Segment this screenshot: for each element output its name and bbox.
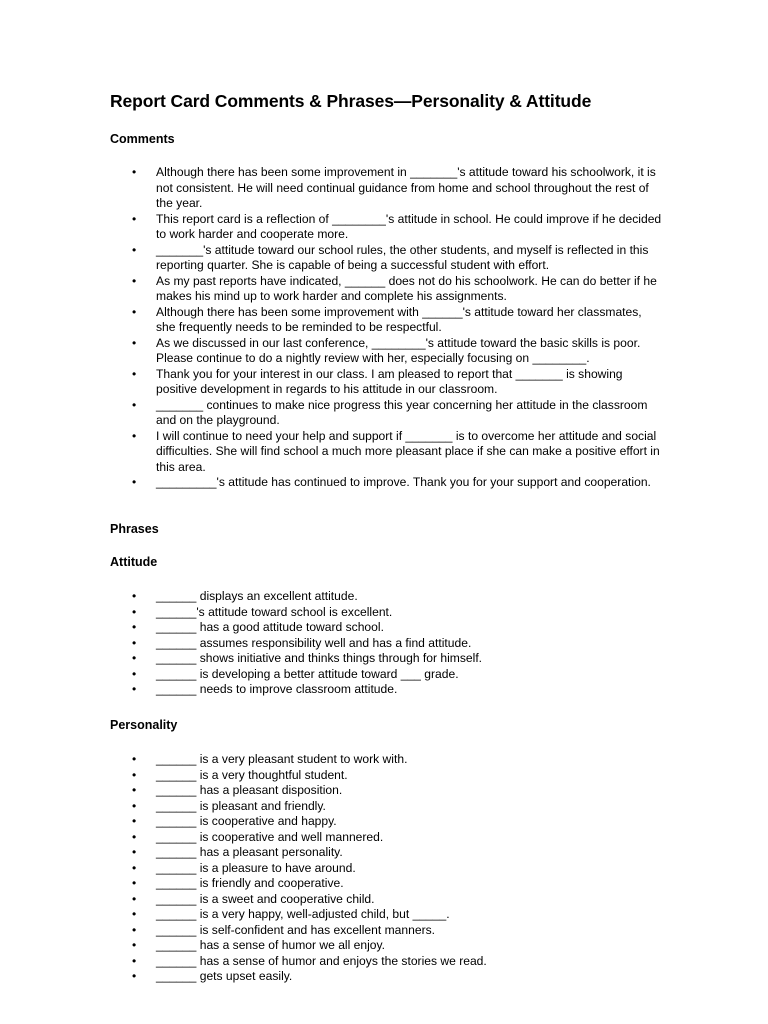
attitude-list (110, 589, 662, 698)
list-item: • ______ has a pleasant personality. (110, 845, 662, 861)
list-item: • Although there has been some improvement with ______'s attitude toward her classmates, she frequently needs to be reminded to be respectful. (110, 305, 662, 336)
personality-list (110, 752, 662, 985)
list-item: • ______ has a sense of humor we all enjoy. (110, 938, 662, 954)
list-item: • Thank you for your interest in our class. I am pleased to report that _______ is showing positive development in regards to his attitude in our classroom. (110, 367, 662, 398)
personality-heading: Personality (110, 718, 178, 732)
list-item: • ______ is self-confident and has excellent manners. (110, 923, 662, 939)
comments-heading: Comments (110, 132, 175, 146)
list-item: • ______ has a pleasant disposition. (110, 783, 662, 799)
list-item: • ______'s attitude toward school is excellent. (110, 605, 662, 621)
list-item: • ______ needs to improve classroom attitude. (110, 682, 662, 698)
list-item: • ______ has a sense of humor and enjoys the stories we read. (110, 954, 662, 970)
list-item: • _______ continues to make nice progress this year concerning her attitude in the classroom and on the playground. (110, 398, 662, 429)
list-item: • ______ is developing a better attitude toward ___ grade. (110, 667, 662, 683)
list-item: • ______ gets upset easily. (110, 969, 662, 985)
list-item: • _________'s attitude has continued to improve. Thank you for your support and cooperation. (110, 475, 662, 491)
list-item: • ______ is a very pleasant student to work with. (110, 752, 662, 768)
list-item: • ______ is a very happy, well-adjusted child, but _____. (110, 907, 662, 923)
phrases-heading: Phrases (110, 522, 159, 536)
list-item: • ______ is pleasant and friendly. (110, 799, 662, 815)
attitude-heading: Attitude (110, 555, 158, 569)
comments-list (110, 165, 662, 491)
list-item: • ______ assumes responsibility well and has a find attitude. (110, 636, 662, 652)
list-item: • I will continue to need your help and support if _______ is to overcome her attitude and social difficulties. She will find school a much more pleasant place if she can make a positive effort in this area. (110, 429, 662, 476)
list-item: • ______ is cooperative and happy. (110, 814, 662, 830)
list-item: • As my past reports have indicated, ______ does not do his schoolwork. He can do better if he makes his mind up to work harder and complete his assignments. (110, 274, 662, 305)
list-item: • _______'s attitude toward our school rules, the other students, and myself is reflected in this reporting quarter. She is capable of being a successful student with effort. (110, 243, 662, 274)
list-item: • ______ is a very thoughtful student. (110, 768, 662, 784)
list-item: • ______ is cooperative and well mannered. (110, 830, 662, 846)
list-item: • ______ displays an excellent attitude. (110, 589, 662, 605)
list-item: • Although there has been some improvement in _______'s attitude toward his schoolwork, it is not consistent. He will need continual guidance from home and school throughout the rest of the year. (110, 165, 662, 212)
list-item: • As we discussed in our last conference, ________'s attitude toward the basic skills is poor. Please continue to do a nightly review with her, especially focusing on ________. (110, 336, 662, 367)
list-item: • ______ shows initiative and thinks things through for himself. (110, 651, 662, 667)
list-item: • ______ is friendly and cooperative. (110, 876, 662, 892)
list-item: • ______ is a sweet and cooperative child. (110, 892, 662, 908)
page-title: Report Card Comments & Phrases—Personality & Attitude (110, 91, 592, 111)
list-item: • This report card is a reflection of ________'s attitude in school. He could improve if he decided to work harder and cooperate more. (110, 212, 662, 243)
list-item: • ______ has a good attitude toward school. (110, 620, 662, 636)
list-item: • ______ is a pleasure to have around. (110, 861, 662, 877)
